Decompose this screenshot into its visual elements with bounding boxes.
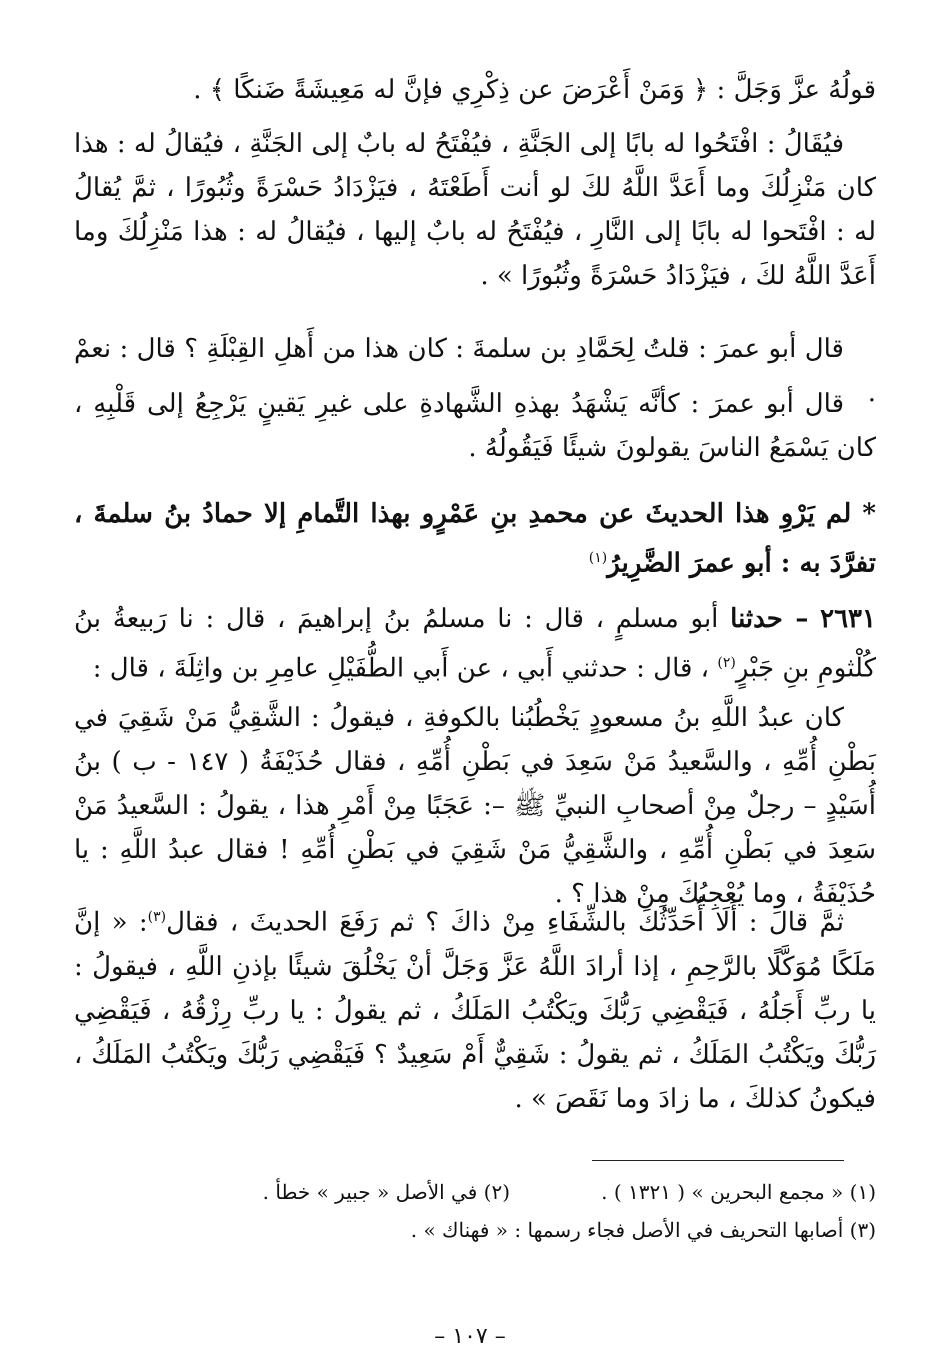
- footnote-ref-1: (١): [588, 550, 608, 566]
- footnote-1: (١) « مجمع البحرين » ( ١٣٢١ ) .: [601, 1180, 876, 1204]
- hadith-remark-text: * لم يَرْوِ هذا الحديثَ عن محمدِ بنِ عَمْرٍو بهذا التَّمامِ إلا حمادُ بنُ سلمةَ ، تفرَّدَ به : أبو عمرَ الضَّرِيرُ: [74, 499, 876, 579]
- matn-paragraph: كان عبدُ اللَّهِ بنُ مسعودٍ يَخْطُبُنا بالكوفةِ ، فيقولُ : الشَّقِيُّ مَنْ شَقِيَ في بَطْنِ أُمِّهِ ، والسَّعيدُ مَنْ سَعِدَ في بَطْنِ أُمِّهِ ، فقال حُذَيْفَةُ ( ١٤٧ - ب ) بنُ أُسَيْدٍ – رجلٌ مِنْ أصحابِ النبيِّ ﷺ –: عَجَبًا مِنْ أَمْرِ هذا ، يقولُ : السَّعيدُ مَنْ سَعِدَ في بَطْنِ أُمِّهِ ، والشَّقِيُّ مَنْ شَقِيَ في بَطْنِ أُمِّهِ ! فقال عبدُ اللَّهِ : يا حُذَيْفَةُ ، وما يُعْجِبُكَ مِنْ هذا ؟ .: [74, 703, 876, 909]
- question-paragraph: قال أبو عمرَ : قلتُ لِحَمَّادِ بن سلمةَ : كان هذا من أَهلِ القِبْلَةِ ؟ قال : نعمْ .: [74, 334, 876, 408]
- isnad-text-2: ، قال : حدثني أَبي ، عن أَبي الطُّفَيْلِ عامِرِ بن واثِلَةَ ، قال :: [92, 653, 710, 684]
- isnad-text-1: أبو مسلمٍ ، قال : نا مسلمُ بنُ إبراهيمَ ، قال : نا رَبيعةُ بنُ كُلْثومِ بنِ جَبْرٍ: [74, 604, 876, 684]
- narration-paragraph: فيُقَالُ : افْتَحُوا له بابًا إلى الجَنَّةِ ، فيُفْتَحُ له بابٌ إلى الجَنَّةِ ، فيُقالُ له : هذا كان مَنْزِلُكَ وما أَعَدَّ اللَّهُ لكَ لو أنت أَطَعْتَهُ ، فيَزْدَادُ حَسْرَةً وثُبُورًا ، ثمَّ يُقالُ له : افْتَحوا له بابًا إلى النَّارِ ، فيُفْتَحُ له بابٌ إليها ، فيُقالُ له : هذا مَنْزِلُكَ وما أَعَدَّ اللَّهُ لكَ ، فيَزْدَادُ حَسْرَةً وثُبُورًا » .: [74, 129, 876, 291]
- footnote-2: (٢) في الأصل « جبير » خطأ .: [262, 1180, 510, 1204]
- marfu-text-2: : « إنَّ مَلَكًا مُوَكَّلًا بالرَّحِمِ ، إذا أرادَ اللَّهُ عَزَّ وَجَلَّ أنْ يَخْلُقَ شيئًا بإذنِ اللَّهِ ، فيقولُ : يا ربِّ أَجَلُهُ ، فَيَقْضِي رَبُّكَ ويَكْتُبُ المَلَكُ ، ثم يقولُ : يا ربِّ رِزْقُهُ ، فَيَقْضِي رَبُّكَ ويَكْتُبُ المَلَكُ ، ثم يقولُ : شَقِيٌّ أَمْ سَعِيدٌ ؟ فَيَقْضِي رَبُّكَ ويَكْتُبُ المَلَكُ ، فيكونُ كذلكَ ، ما زادَ وما نَقَصَ » .: [74, 907, 877, 1114]
- footnote-ref-2: (٢): [717, 655, 736, 671]
- hadith-remark-paragraph: [74, 492, 876, 586]
- quran-quote-paragraph: قولُهُ عزَّ وَجَلَّ : ﴿ وَمَنْ أَعْرَضَ عن ذِكْرِي فإنَّ له مَعِيشَةً ضَنكًا ﴾ .: [193, 75, 876, 105]
- marfu-text-1: ثمَّ قالَ : أَلَا أُحَدِّثُكَ بالشِّفَاءِ مِنْ ذاكَ ؟ ثم رَفَعَ الحديثَ ، فقال: [166, 907, 844, 938]
- commentary-paragraph: قال أبو عمرَ : كأنَّه يَشْهَدُ بهذهِ الشَّهادةِ على غيرِ يَقينٍ يَرْجِعُ إلى قَلْبِهِ ، كان يَسْمَعُ الناسَ يقولونَ شيئًا فَيَقُولُهُ .: [74, 389, 876, 463]
- page-number: – ١٠٧ –: [434, 1324, 506, 1349]
- footnote-ref-3: (٣): [147, 909, 167, 925]
- footnote-3: (٣) أصابها التحريف في الأصل فجاء رسمها : « فهناك » .: [410, 1218, 876, 1242]
- hadith-marfu-paragraph: [74, 895, 876, 1121]
- hadith-lead: – حدثنا: [730, 604, 809, 634]
- footnote-separator: [592, 1160, 844, 1161]
- isnad-paragraph: [74, 597, 876, 691]
- hadith-number: ٢٦٣١: [820, 604, 876, 634]
